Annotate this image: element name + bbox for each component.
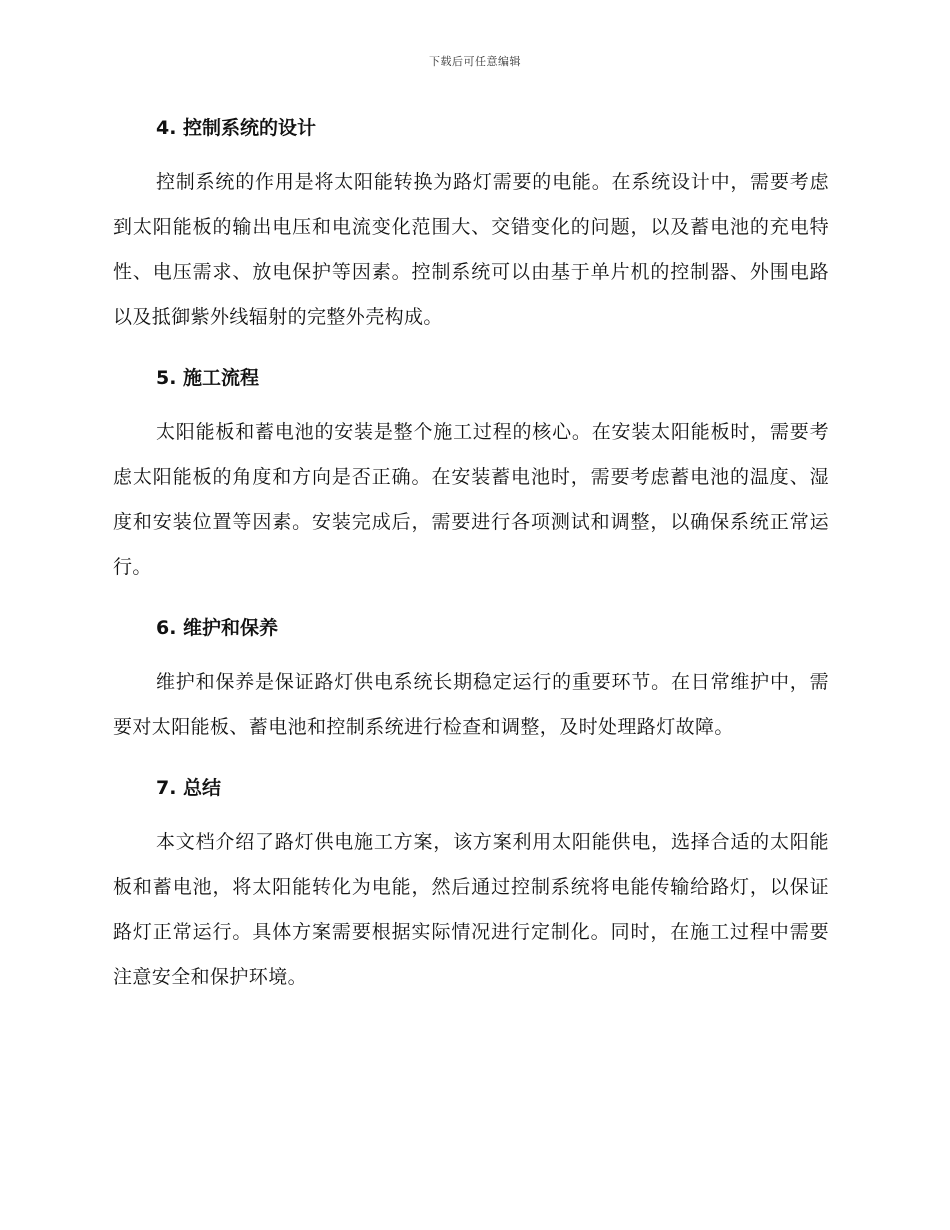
section-heading: 7. 总结 [156, 777, 222, 799]
section-heading: 5. 施工流程 [156, 367, 260, 389]
section-maintenance [113, 610, 829, 750]
section-construction-process [113, 360, 829, 590]
section-paragraph: 控制系统的作用是将太阳能转换为路灯需要的电能。在系统设计中，需要考虑到太阳能板的输出电压和电流变化范围大、交错变化的问题，以及蓄电池的充电特性、电压需求、放电保护等因素。控制系统可以由基于单片机的控制器、外围电路以及抵御紫外线辐射的完整外壳构成。 [113, 171, 829, 328]
section-heading: 6. 维护和保养 [156, 617, 279, 639]
section-summary [113, 770, 829, 1000]
section-paragraph: 维护和保养是保证路灯供电系统长期稳定运行的重要环节。在日常维护中，需要对太阳能板、蓄电池和控制系统进行检查和调整，及时处理路灯故障。 [113, 671, 829, 738]
section-paragraph: 太阳能板和蓄电池的安装是整个施工过程的核心。在安装太阳能板时，需要考虑太阳能板的角度和方向是否正确。在安装蓄电池时，需要考虑蓄电池的温度、湿度和安装位置等因素。安装完成后，需要进行各项测试和调整，以确保系统正常运行。 [113, 421, 829, 578]
page-header-note: 下载后可任意编辑 [429, 55, 521, 68]
section-control-system-design [113, 110, 829, 340]
section-paragraph: 本文档介绍了路灯供电施工方案，该方案利用太阳能供电，选择合适的太阳能板和蓄电池，将太阳能转化为电能，然后通过控制系统将电能传输给路灯，以保证路灯正常运行。具体方案需要根据实际情况进行定制化。同时，在施工过程中需要注意安全和保护环境。 [113, 831, 829, 988]
section-heading: 4. 控制系统的设计 [156, 117, 317, 139]
document-body [113, 110, 829, 1020]
